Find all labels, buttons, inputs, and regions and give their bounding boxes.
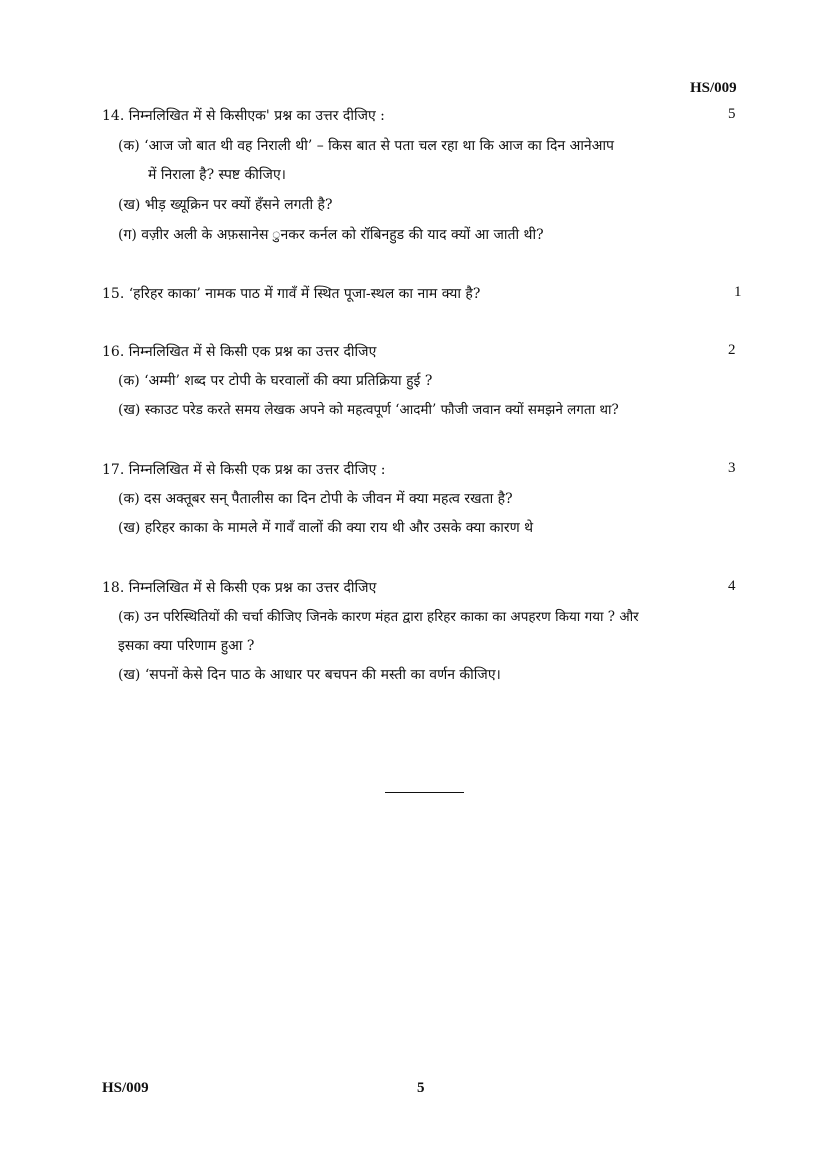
- part-label: (क): [118, 491, 140, 507]
- question-14-part-c: [118, 225, 544, 244]
- question-17-stem: [102, 460, 385, 479]
- question-text: निम्नलिखित में से किसी एक प्रश्न का उत्तर दीजिए: [128, 344, 377, 360]
- footer-paper-code: HS/009: [102, 1080, 149, 1096]
- question-text: निम्नलिखित में से किसीएक' प्रश्न का उत्तर दीजिए :: [128, 108, 385, 124]
- part-text: में निराला है? स्पष्ट कीजिए।: [148, 167, 286, 183]
- question-15-stem: [102, 284, 480, 303]
- part-text: ‘सपनों केसे दिन पाठ के आधार पर बचपन की मस्ती का वर्णन कीजिए।: [144, 667, 501, 683]
- question-16-marks: 2: [728, 342, 736, 358]
- question-number: 14.: [102, 108, 125, 124]
- question-18-stem: [102, 578, 376, 597]
- question-14-part-a-cont: [148, 165, 286, 184]
- question-text: ‘हरिहर काका’ नामक पाठ में गावँ में स्थित पूजा-स्थल का नाम क्या है?: [128, 286, 481, 302]
- part-label: (ख): [118, 197, 141, 213]
- question-18-part-a-cont: [118, 636, 254, 655]
- part-text: स्काउट परेड करते समय लेखक अपने को महत्वपूर्ण ‘आदमी’ फौजी जवान क्यों समझने लगता था?: [144, 402, 619, 418]
- question-18-marks: 4: [728, 578, 736, 594]
- question-number: 17.: [102, 462, 125, 478]
- question-16-stem: [102, 342, 376, 361]
- question-14-stem: [102, 106, 385, 125]
- part-label: (क): [118, 138, 140, 154]
- question-16-part-b: [118, 400, 619, 419]
- part-label: (ग): [118, 227, 137, 243]
- question-17-marks: 3: [728, 460, 736, 476]
- footer-page-number: 5: [417, 1080, 425, 1096]
- question-number: 16.: [102, 344, 125, 360]
- question-15-marks: 1: [734, 284, 742, 300]
- part-label: (ख): [118, 520, 141, 536]
- question-text: निम्नलिखित में से किसी एक प्रश्न का उत्तर दीजिए :: [128, 462, 386, 478]
- part-text: दस अक्तूबर सन् पैतालीस का दिन टोपी के जीवन में क्या महत्व रखता है?: [144, 491, 513, 507]
- part-label: (क): [118, 609, 140, 625]
- question-14-part-a: [118, 136, 614, 155]
- question-17-part-b: [118, 518, 533, 537]
- part-text: भीड़ ख्यूक्रिन पर क्यों हँसने लगती है?: [144, 197, 333, 213]
- part-text: ‘आज जो बात थी वह निराली थी’ – किस बात से पता चल रहा था कि आज का दिन आनेआप: [144, 138, 614, 154]
- part-label: (क): [118, 373, 140, 389]
- question-18-part-b: [118, 665, 501, 684]
- question-14-part-b: [118, 195, 332, 214]
- end-separator-line: [385, 792, 464, 793]
- part-text: वज़ीर अली के अफ़सानेस ुनकर कर्नल को रॉबिनहुड की याद क्यों आ जाती थी?: [141, 227, 544, 243]
- question-number: 15.: [102, 286, 125, 302]
- part-text: ‘अम्मी’ शब्द पर टोपी के घरवालों की क्या प्रतिक्रिया हुई ?: [144, 373, 433, 389]
- part-text: हरिहर काका के मामले में गावँ वालों की क्या राय थी और उसके क्या कारण थे: [144, 520, 534, 536]
- question-18-part-a: [118, 607, 639, 626]
- question-17-part-a: [118, 489, 513, 508]
- part-label: (ख): [118, 402, 141, 418]
- part-text: इसका क्या परिणाम हुआ ?: [118, 638, 255, 654]
- question-text: निम्नलिखित में से किसी एक प्रश्न का उत्तर दीजिए: [128, 580, 377, 596]
- question-number: 18.: [102, 580, 125, 596]
- question-14-marks: 5: [728, 106, 736, 122]
- part-label: (ख): [118, 667, 141, 683]
- part-text: उन परिस्थितियों की चर्चा कीजिए जिनके कारण मंहत द्वारा हरिहर काका का अपहरण किया गया ? और: [144, 609, 639, 625]
- paper-code-header: HS/009: [690, 80, 737, 96]
- question-16-part-a: [118, 371, 432, 390]
